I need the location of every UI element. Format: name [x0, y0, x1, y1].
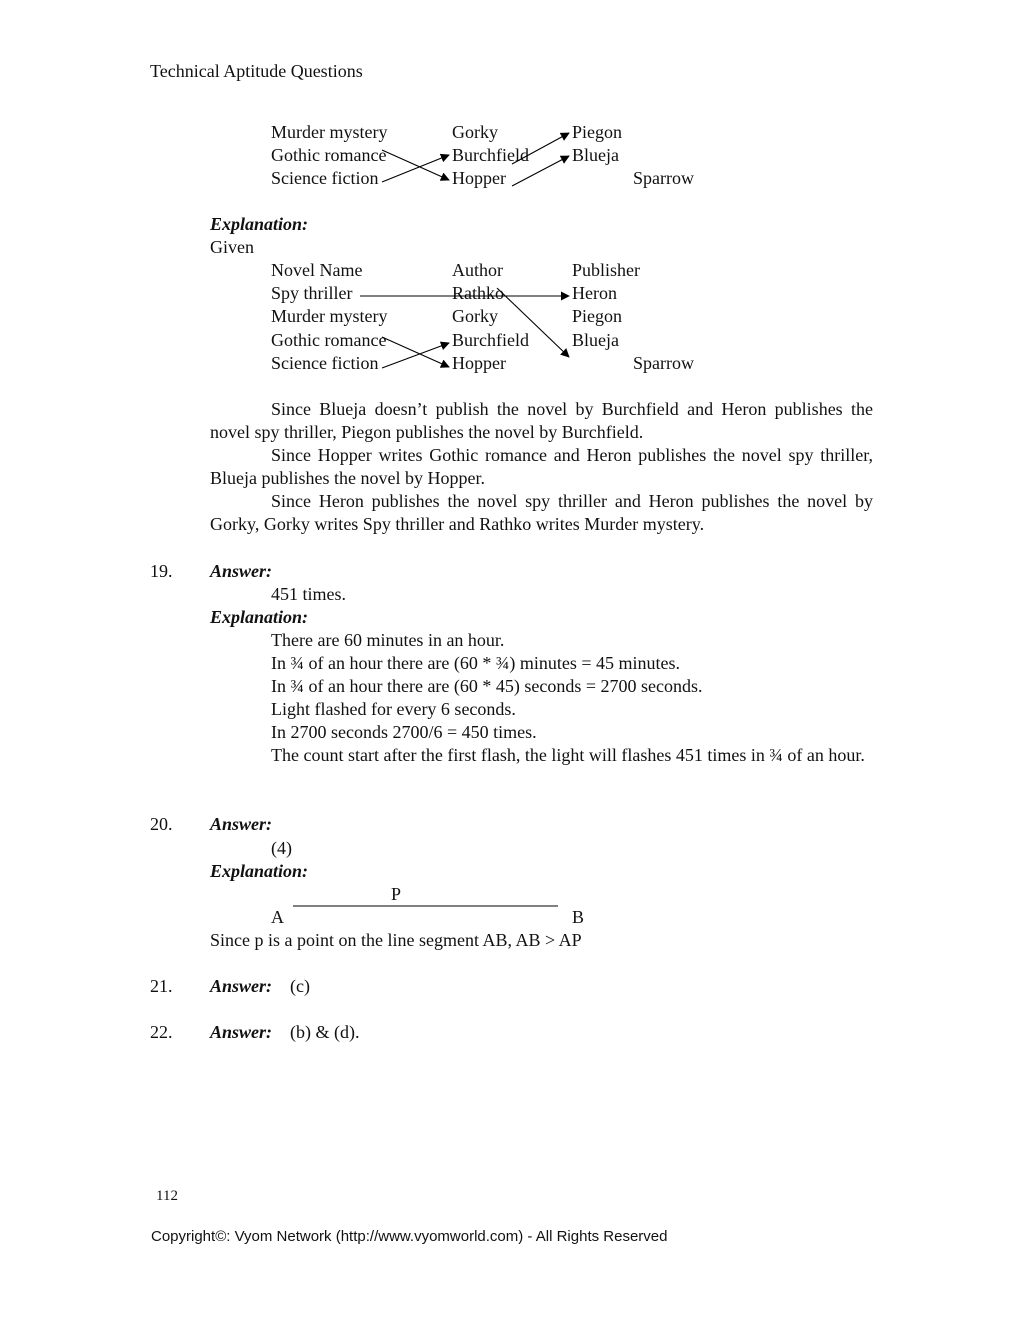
author-burchfield: Burchfield: [452, 145, 529, 165]
answer-value: (4): [271, 838, 292, 858]
question-number: 19.: [150, 561, 173, 581]
arrow-line: [497, 288, 569, 357]
question-number: 22.: [150, 1022, 173, 1042]
arrow-line: [382, 343, 449, 368]
arrow-line: [382, 155, 449, 182]
novel-gothic-romance: Gothic romance: [271, 330, 387, 350]
author-hopper: Hopper: [452, 168, 506, 188]
publisher-blueja: Blueja: [572, 330, 619, 350]
header-publisher: Publisher: [572, 260, 641, 280]
publisher-sparrow: Sparrow: [633, 168, 694, 188]
question-number: 20.: [150, 814, 173, 834]
point-p-label: P: [391, 884, 402, 904]
answer-value: (c): [290, 976, 310, 996]
point-a-label: A: [271, 907, 284, 927]
author-hopper: Hopper: [452, 353, 506, 373]
explanation-line: The count start after the first flash, the light will flashes 451 times in ¾ of an hour.: [271, 745, 865, 765]
page-header-title: Technical Aptitude Questions: [150, 61, 363, 81]
arrow-line: [382, 337, 449, 367]
question-number: 21.: [150, 976, 173, 996]
arrow-line: [512, 156, 569, 186]
publisher-blueja: Blueja: [572, 145, 619, 165]
novel-murder-mystery: Murder mystery: [271, 306, 388, 326]
explanation-line: Light flashed for every 6 seconds.: [271, 699, 516, 719]
explanation-line: There are 60 minutes in an hour.: [271, 630, 505, 650]
arrow-line: [512, 133, 569, 164]
novel-science-fiction: Science fiction: [271, 168, 379, 188]
answer-value: 451 times.: [271, 584, 346, 604]
answer-value: (b) & (d).: [290, 1022, 360, 1042]
answer-label: Answer:: [210, 1022, 273, 1042]
explanation-line: In ¾ of an hour there are (60 * 45) seconds = 2700 seconds.: [271, 676, 703, 696]
arrow-line: [382, 150, 449, 180]
conclusion-text: Since p is a point on the line segment AB, AB > AP: [210, 930, 582, 950]
header-novel-name: Novel Name: [271, 260, 363, 280]
explanation-label: Explanation:: [210, 214, 309, 234]
answer-label: Answer:: [210, 976, 273, 996]
header-author: Author: [452, 260, 503, 280]
explanation-line: In ¾ of an hour there are (60 * ¾) minutes = 45 minutes.: [271, 653, 681, 673]
novel-spy-thriller: Spy thriller: [271, 283, 353, 303]
author-gorky: Gorky: [452, 306, 498, 326]
publisher-piegon: Piegon: [572, 122, 623, 142]
explanation-paragraph: Since Hopper writes Gothic romance and Heron publishes the novel spy thriller, Blueja publishes the novel by Hopper.: [210, 445, 873, 488]
novel-gothic-romance: Gothic romance: [271, 145, 387, 165]
given-label: Given: [210, 237, 254, 257]
author-burchfield: Burchfield: [452, 330, 529, 350]
copyright-notice: Copyright©: Vyom Network (http://www.vyomworld.com) - All Rights Reserved: [151, 1228, 668, 1245]
explanation-label: Explanation:: [210, 607, 309, 627]
explanation-paragraph: Since Heron publishes the novel spy thriller and Heron publishes the novel by Gorky, Gorky writes Spy thriller and Rathko writes Murder mystery.: [210, 491, 873, 534]
explanation-line: In 2700 seconds 2700/6 = 450 times.: [271, 722, 537, 742]
explanation-label: Explanation:: [210, 861, 309, 881]
answer-label: Answer:: [210, 814, 273, 834]
author-rathko: Rathko: [452, 283, 504, 303]
point-b-label: B: [572, 907, 585, 927]
publisher-heron: Heron: [572, 283, 617, 303]
novel-science-fiction: Science fiction: [271, 353, 379, 373]
page-number: 112: [156, 1188, 178, 1204]
answer-label: Answer:: [210, 561, 273, 581]
publisher-piegon: Piegon: [572, 306, 623, 326]
author-gorky: Gorky: [452, 122, 498, 142]
novel-murder-mystery: Murder mystery: [271, 122, 388, 142]
explanation-paragraph: Since Blueja doesn’t publish the novel by Burchfield and Heron publishes the novel spy thriller, Piegon publishes the novel by Burchfield.: [210, 399, 873, 442]
publisher-sparrow: Sparrow: [633, 353, 694, 373]
